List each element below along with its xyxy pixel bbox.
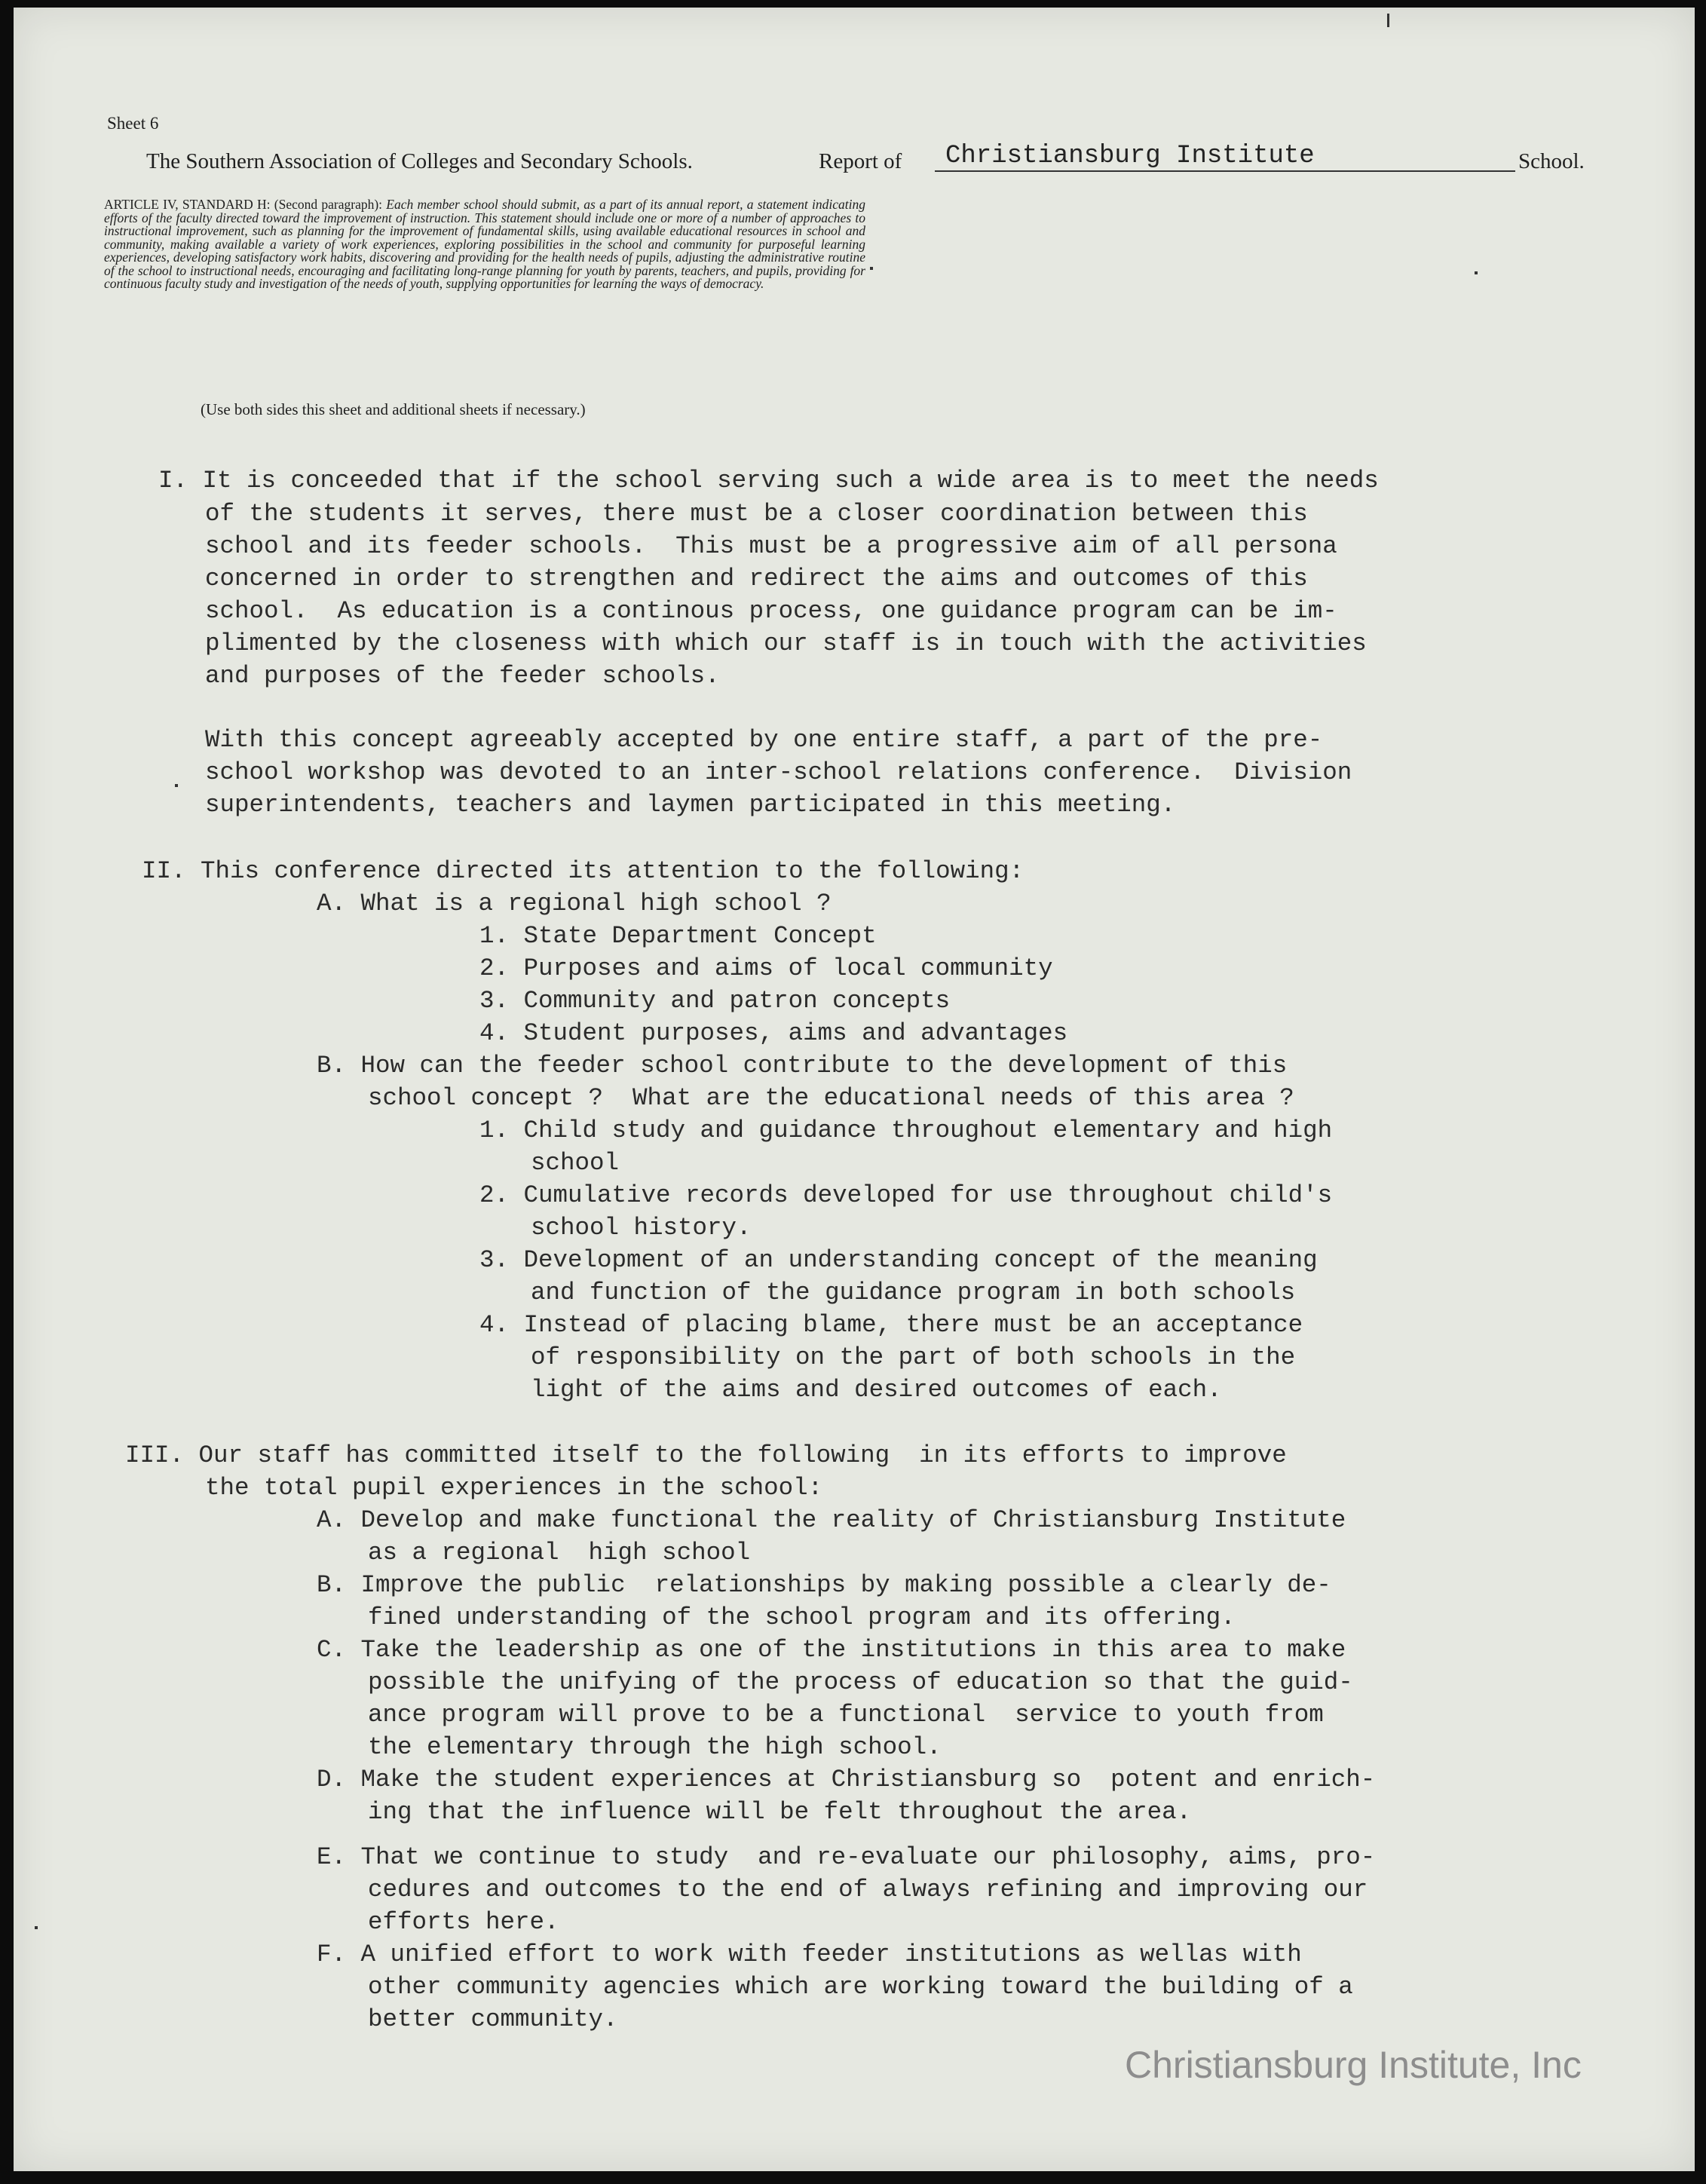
section-3-item-d-cont: ing that the influence will be felt throughout the area.: [368, 1798, 1192, 1826]
section-2-item-b-cont: school concept ? What are the educational needs of this area ?: [368, 1084, 1294, 1112]
document-sheet: [14, 8, 1695, 2171]
section-1-line-5: school. As education is a continous process, one guidance program can be im-: [205, 597, 1337, 625]
section-3-item-a: A. Develop and make functional the reality of Christiansburg Institute: [317, 1506, 1346, 1534]
section-3-item-e-cont-2: efforts here.: [368, 1908, 559, 1936]
article-label: ARTICLE IV, STANDARD H: (Second paragraph):: [104, 197, 383, 212]
section-1-line-6: plimented by the closeness with which our staff is in touch with the activities: [205, 629, 1367, 657]
section-2-a-3: 3. Community and patron concepts: [479, 987, 951, 1015]
section-2-item-a: A. What is a regional high school ?: [317, 890, 832, 917]
section-3-heading: III. Our staff has committed itself to the following in its efforts to improve: [125, 1441, 1287, 1469]
association-name: The Southern Association of Colleges and Secondary Schools.: [146, 149, 693, 173]
section-3-item-f: F. A unified effort to work with feeder institutions as wellas with: [317, 1940, 1302, 1968]
section-3-item-d: D. Make the student experiences at Christiansburg so potent and enrich-: [317, 1766, 1376, 1793]
section-1-line-7: and purposes of the feeder schools.: [205, 662, 720, 690]
section-2-b-3-cont: and function of the guidance program in both schools: [531, 1279, 1296, 1306]
section-3-item-c-cont-2: ance program will prove to be a functional service to youth from: [368, 1701, 1324, 1729]
scan-mark: [175, 784, 178, 787]
section-3-item-c: C. Take the leadership as one of the institutions in this area to make: [317, 1636, 1346, 1664]
section-2-b-1: 1. Child study and guidance throughout elementary and high: [479, 1117, 1333, 1144]
sheet-number: Sheet 6: [107, 114, 159, 133]
scan-mark: [870, 267, 873, 270]
article-text: Each member school should submit, as a part of its annual report, a statement indicating efforts of the faculty directed toward the improvement of instruction. This statement should include one or more of a number of approaches to instructional improvement, such as planning for the improvement of fundamental skills, using available educational resources in school and community, making available a variety of work experiences, exploring possibilities in the school and community for purposeful learning experiences, developing satisfactory work habits, discovering and providing for the health needs of pupils, adjusting the administrative routine of the school to instructional needs, encouraging and facilitating long-range planning for youth by parents, teachers, and pupils, providing for continuous faculty study and investigation of the needs of youth, supplying opportunities for learning the ways of democracy.: [104, 197, 865, 291]
archive-watermark: Christiansburg Institute, Inc: [1125, 2044, 1582, 2086]
section-3-item-e-cont-1: cedures and outcomes to the end of always refining and improving our: [368, 1876, 1368, 1904]
section-1-para2-line-2: school workshop was devoted to an inter-school relations conference. Division: [205, 758, 1352, 786]
section-1-para2-line-3: superintendents, teachers and laymen participated in this meeting.: [205, 791, 1176, 819]
section-3-item-a-cont: as a regional high school: [368, 1539, 751, 1567]
section-3-item-f-cont-2: better community.: [368, 2005, 618, 2033]
section-2-b-3: 3. Development of an understanding concept of the meaning: [479, 1246, 1318, 1274]
section-2-heading: II. This conference directed its attention to the following:: [142, 857, 1025, 885]
section-3-item-c-cont-1: possible the unifying of the process of education so that the guid-: [368, 1668, 1353, 1696]
section-3-item-f-cont-1: other community agencies which are working toward the building of a: [368, 1973, 1353, 2001]
section-2-b-4-cont-1: of responsibility on the part of both schools in the: [531, 1343, 1296, 1371]
section-2-a-2: 2. Purposes and aims of local community: [479, 954, 1053, 982]
use-both-sides-note: (Use both sides this sheet and additional sheets if necessary.): [201, 400, 586, 418]
section-2-a-1: 1. State Department Concept: [479, 922, 877, 950]
section-3-item-b-cont: fined understanding of the school program and its offering.: [368, 1604, 1236, 1631]
section-2-item-b: B. How can the feeder school contribute to the development of this: [317, 1052, 1288, 1080]
scan-mark: [1475, 271, 1478, 274]
section-1-line-4: concerned in order to strengthen and redirect the aims and outcomes of this: [205, 565, 1308, 593]
section-2-b-2: 2. Cumulative records developed for use throughout child's: [479, 1181, 1333, 1209]
report-of-label: Report of: [819, 149, 902, 173]
section-2-b-1-cont: school: [531, 1149, 620, 1177]
section-2-b-4: 4. Instead of placing blame, there must be an acceptance: [479, 1311, 1303, 1339]
section-3-item-e: E. That we continue to study and re-evaluate our philosophy, aims, pro-: [317, 1843, 1376, 1871]
section-3-item-c-cont-3: the elementary through the high school.: [368, 1733, 942, 1761]
scan-mark: [35, 1926, 38, 1929]
section-1-line-2: of the students it serves, there must be a closer coordination between this: [205, 500, 1308, 528]
article-instructions: [104, 198, 865, 291]
section-2-a-4: 4. Student purposes, aims and advantages: [479, 1019, 1068, 1047]
section-3-item-b: B. Improve the public relationships by making possible a clearly de-: [317, 1571, 1331, 1599]
school-name-field: Christiansburg Institute: [945, 142, 1315, 170]
section-1-para2-line-1: With this concept agreeably accepted by one entire staff, a part of the pre-: [205, 726, 1323, 754]
section-2-b-2-cont: school history.: [531, 1214, 752, 1242]
section-3-heading-cont: the total pupil experiences in the school:: [205, 1474, 823, 1502]
section-2-b-4-cont-2: light of the aims and desired outcomes of each.: [531, 1376, 1222, 1404]
school-suffix: School.: [1518, 149, 1585, 173]
section-1-line-1: I. It is conceeded that if the school serving such a wide area is to meet the needs: [158, 467, 1379, 495]
scan-mark: [1387, 14, 1389, 27]
section-1-line-3: school and its feeder schools. This must be a progressive aim of all persona: [205, 532, 1337, 560]
